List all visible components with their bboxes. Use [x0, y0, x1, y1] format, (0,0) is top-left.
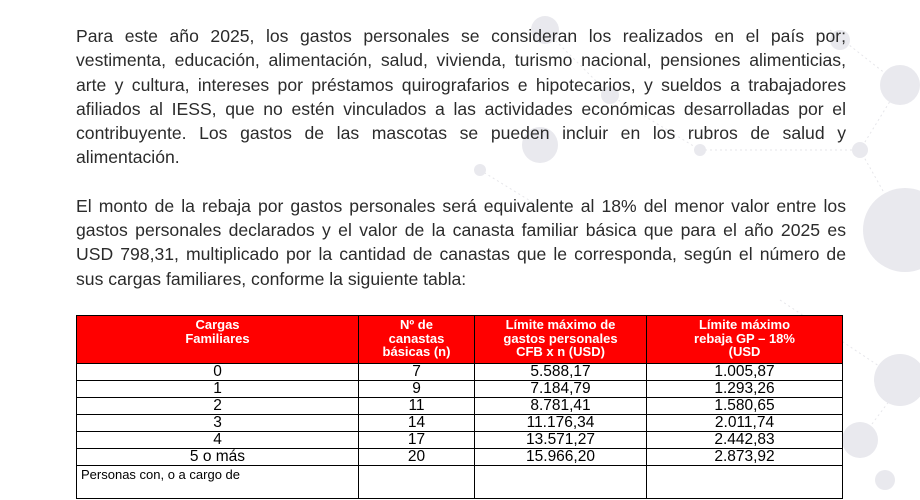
cell-empty: [647, 466, 843, 499]
header-cargas-familiares: Cargas Familiares: [77, 316, 359, 364]
cell-limite-gastos: 7.184,79: [475, 381, 647, 398]
cell-canastas: 14: [359, 415, 475, 432]
cell-limite-rebaja: 2.442,83: [647, 432, 843, 449]
cell-empty: [475, 466, 647, 499]
cell-cargas: 5 o más: [77, 449, 359, 466]
cell-limite-rebaja: 1.005,87: [647, 364, 843, 381]
cell-limite-rebaja: 2.011,74: [647, 415, 843, 432]
table-row: [77, 398, 843, 415]
cell-cargas-special: Personas con, o a cargo de: [77, 466, 359, 499]
cell-cargas: 1: [77, 381, 359, 398]
cell-limite-rebaja: 1.580,65: [647, 398, 843, 415]
cell-canastas: 17: [359, 432, 475, 449]
cargas-familiares-table: [76, 315, 843, 499]
cell-limite-gastos: 8.781,41: [475, 398, 647, 415]
cell-limite-gastos: 5.588,17: [475, 364, 647, 381]
table-row: [77, 449, 843, 466]
cell-limite-gastos: 11.176,34: [475, 415, 647, 432]
cell-empty: [359, 466, 475, 499]
cell-cargas: 4: [77, 432, 359, 449]
paragraph-rebaja: El monto de la rebaja por gastos personales será equivalente al 18% del menor valor entre los gastos personales declarados y el valor de la canasta familiar básica que para el año 2025 es USD 798,31, multiplicado por la cantidad de canastas que le corresponda, según el número de sus cargas familiares, conforme la siguiente tabla:: [76, 195, 846, 289]
table-row: [77, 432, 843, 449]
document-body: [76, 24, 846, 291]
header-numero-canastas: Nº de canastas básicas (n): [359, 316, 475, 364]
cell-limite-gastos: 13.571,27: [475, 432, 647, 449]
paragraph-gastos-personales: Para este año 2025, los gastos personales se consideran los realizados en el país por; vestimenta, educación, alimentación, salud, vivienda, turismo nacional, pensiones alimenticias, arte y cultura, intereses por préstamos quirografarios e hipotecarios, y sueldos a trabajadores afiliados al IESS, que no estén vinculados a las actividades económicas desarrolladas por el contribuyente. Los gastos de las mascotas se pueden incluir en los rubros de salud y alimentación.: [76, 26, 846, 168]
table-row: [77, 415, 843, 432]
table-row-partial: [77, 466, 843, 499]
table-header-row: [77, 316, 843, 364]
header-limite-gastos: Límite máximo de gastos personales CFB x n (USD): [475, 316, 647, 364]
cell-canastas: 20: [359, 449, 475, 466]
cell-canastas: 11: [359, 398, 475, 415]
cell-limite-gastos: 15.966,20: [475, 449, 647, 466]
header-limite-rebaja: Límite máximo rebaja GP – 18% (USD: [647, 316, 843, 364]
cell-canastas: 7: [359, 364, 475, 381]
cell-limite-rebaja: 1.293,26: [647, 381, 843, 398]
cell-limite-rebaja: 2.873,92: [647, 449, 843, 466]
cell-cargas: 0: [77, 364, 359, 381]
cell-cargas: 3: [77, 415, 359, 432]
cell-canastas: 9: [359, 381, 475, 398]
table-row: [77, 364, 843, 381]
cell-cargas: 2: [77, 398, 359, 415]
table-row: [77, 381, 843, 398]
